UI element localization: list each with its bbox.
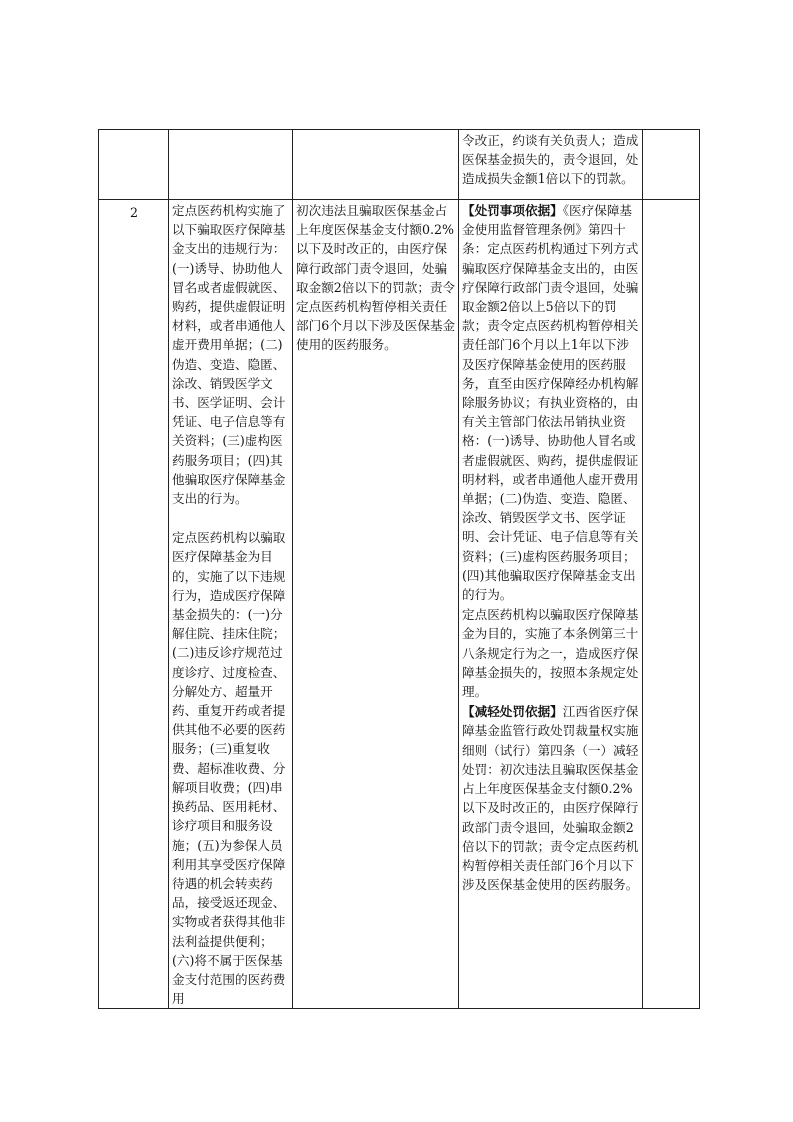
- cell-basis: [459, 200, 643, 1009]
- cell-violation: [169, 200, 293, 1009]
- basis-paragraph: 定点医药机构以骗取医疗保障基金为目的，实施了本条例第三十八条规定行为之一，造成医疗保障基金损失的，按照本条规定处理。: [462, 607, 639, 700]
- basis-paragraph: 【处罚事项依据】《医疗保障基金使用监督管理条例》第四十条：定点医药机构通过下列方式骗取医疗保障基金支出的，由医疗保障行政部门责令退回，处骗取金额2倍以上5倍以下的罚款；责令定点医药机构暂停相关责任部门6个月以上1年以下涉及医疗保障基金使用的医药服务，直至由医疗保障经办机构解除服务协议；有执业资格的，由有关主管部门依法吊销执业资格：(一)诱导、协助他人冒名或者虚假就医、购药，提供虚假证明材料，或者串通他人虚开费用单据；(二)伪造、变造、隐匿、涂改、销毁医学文书、医学证明、会计凭证、电子信息等有关资料；(三)虚构医药服务项目；(四)其他骗取医疗保障基金支出的行为。: [462, 203, 639, 603]
- penalty-table: [98, 129, 700, 1009]
- basis-paragraph: 令改正，约谈有关负责人；造成医保基金损失的，责令退回，处造成损失金额1倍以下的罚款。: [462, 133, 639, 187]
- cell-no: 2: [99, 200, 169, 1009]
- table-row: [99, 200, 700, 1009]
- violation-paragraph: 定点医药机构以骗取医疗保障基金为目的，实施了以下违规行为，造成医疗保障基金损失的：(一)分解住院、挂床住院；(二)违反诊疗规范过度诊疗、过度检查、分解处方、超量开药、重复开药或者提供其他不必要的医药服务；(三)重复收费、超标准收费、分解项目收费；(四)串换药品、医用耗材、诊疗项目和服务设施；(五)为参保人员利用其享受医疗保障待遇的机会转卖药品，接受返还现金、实物或者获得其他非法利益提供便利；(六)将不属于医保基金支付范围的医药费用: [172, 530, 286, 1007]
- cell-criteria: 初次违法且骗取医保基金占上年度医保基金支付额0.2%以下及时改正的，由医疗保障行政部门责令退回，处骗取金额2倍以下的罚款；责令定点医药机构暂停相关责任部门6个月以下涉及医保基金使用的医药服务。: [293, 200, 459, 1009]
- cell-basis: [459, 130, 643, 200]
- cell-violation: [169, 130, 293, 200]
- cell-remark: [643, 200, 700, 1009]
- basis-paragraph: 【减轻处罚依据】江西省医疗保障基金监管行政处罚裁量权实施细则（试行）第四条（一）减轻处罚：初次违法且骗取医保基金占上年度医保基金支付额0.2%以下及时改正的，由医疗保障行政部门责令退回，处骗取金额2倍以下的罚款；责令定点医药机构暂停相关责任部门6个月以下涉及医保基金使用的医药服务。: [462, 704, 639, 893]
- cell-remark: [643, 130, 700, 200]
- table-row: [99, 130, 700, 200]
- cell-no: [99, 130, 169, 200]
- cell-criteria: [293, 130, 459, 200]
- violation-paragraph: 定点医药机构实施了以下骗取医疗保障基金支出的违规行为：(一)诱导、协助他人冒名或者虚假就医、购药，提供虚假证明材料，或者串通他人虚开费用单据；(二)伪造、变造、隐匿、涂改、销毁医学文书、医学证明、会计凭证、电子信息等有关资料；(三)虚构医药服务项目；(四)其他骗取医疗保障基金支出的行为。: [172, 203, 286, 507]
